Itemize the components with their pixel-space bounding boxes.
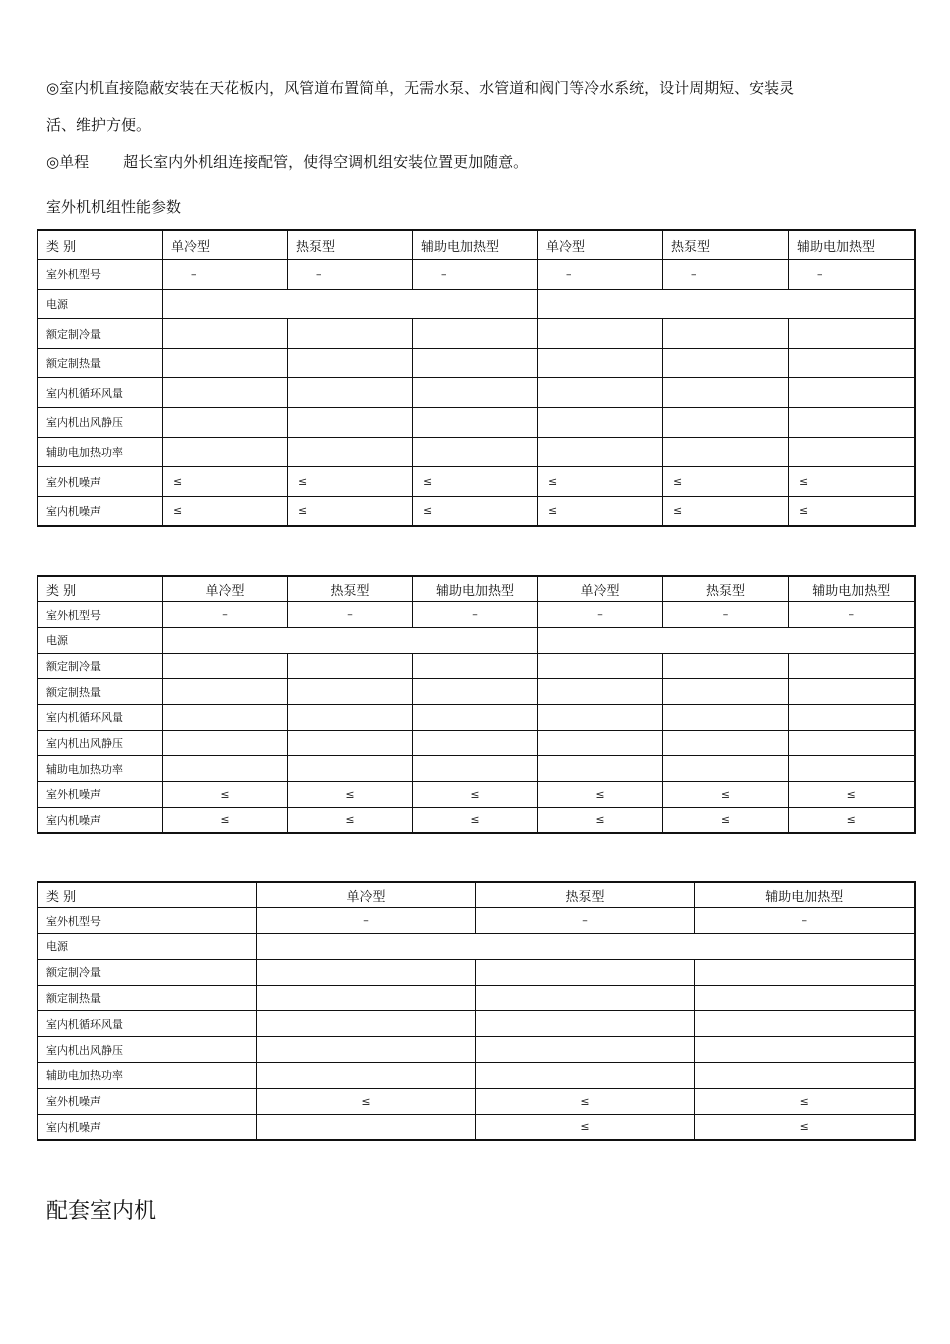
- column-header: 热泵型: [288, 230, 413, 260]
- table-row: [38, 627, 915, 653]
- table-cell: [288, 408, 413, 438]
- table-cell: [288, 653, 413, 679]
- table-row: [38, 730, 915, 756]
- row-label: 电源: [38, 934, 257, 960]
- table-cell: [413, 756, 538, 782]
- table-row: [38, 408, 915, 438]
- table-cell: [257, 1011, 476, 1037]
- row-label: 辅助电加热功率: [38, 1063, 257, 1089]
- table-cell: [257, 985, 476, 1011]
- table-cell: [663, 437, 789, 467]
- table-cell: [695, 1063, 915, 1089]
- row-label: 室内机噪声: [38, 807, 163, 833]
- table-row: [38, 260, 915, 290]
- table-row: [38, 985, 915, 1011]
- table-row: [38, 319, 915, 349]
- table-cell: [789, 437, 915, 467]
- table-cell: [476, 959, 695, 985]
- column-header: 单冷型: [257, 882, 476, 908]
- table-row: [38, 908, 915, 934]
- table-row: [38, 653, 915, 679]
- performance-table-2: [37, 575, 916, 834]
- table-row: [38, 467, 915, 497]
- table-cell: –: [789, 602, 915, 628]
- table-cell: –: [257, 908, 476, 934]
- table-cell: [163, 627, 538, 653]
- table-cell: [163, 378, 288, 408]
- table-cell: [163, 679, 288, 705]
- table-cell: ≤: [789, 782, 915, 808]
- table-cell: ≤: [695, 1114, 915, 1140]
- table-cell: –: [663, 602, 789, 628]
- table-cell: [663, 653, 789, 679]
- intro-paragraph-line-2: 活、维护方便。: [46, 116, 152, 134]
- table-cell: [257, 1037, 476, 1063]
- table-cell: [695, 1011, 915, 1037]
- table-cell: ≤: [288, 782, 413, 808]
- table-cell: ≤: [413, 496, 538, 526]
- table-cell: [476, 985, 695, 1011]
- table-cell: [413, 679, 538, 705]
- table-row: [38, 959, 915, 985]
- table-row: [38, 378, 915, 408]
- row-label: 辅助电加热功率: [38, 756, 163, 782]
- row-label: 室内机出风静压: [38, 408, 163, 438]
- row-label: 室内机出风静压: [38, 1037, 257, 1063]
- section-title: 配套室内机: [46, 1199, 157, 1224]
- table-cell: ≤: [789, 496, 915, 526]
- table-row: [38, 704, 915, 730]
- intro-paragraph-line-3: [46, 152, 528, 172]
- table-cell: [789, 730, 915, 756]
- table-cell: [789, 378, 915, 408]
- table-cell: –: [413, 260, 538, 290]
- table-cell: –: [476, 908, 695, 934]
- table-cell: –: [538, 602, 663, 628]
- table-cell: [257, 1063, 476, 1089]
- table-row: [38, 782, 915, 808]
- table-cell: [538, 653, 663, 679]
- row-label: 室内机噪声: [38, 496, 163, 526]
- table-cell: –: [789, 260, 915, 290]
- table-cell: [663, 756, 789, 782]
- table-row: [38, 289, 915, 319]
- table-row: [38, 437, 915, 467]
- table-cell: [257, 934, 915, 960]
- row-label: 类 别: [38, 576, 163, 602]
- column-header: 单冷型: [163, 230, 288, 260]
- table-cell: [413, 437, 538, 467]
- table-cell: [789, 679, 915, 705]
- table-cell: [538, 408, 663, 438]
- table-cell: [538, 348, 663, 378]
- table-cell: ≤: [163, 496, 288, 526]
- table-row: [38, 348, 915, 378]
- table-cell: [789, 756, 915, 782]
- column-header: 辅助电加热型: [789, 576, 915, 602]
- row-label: 室外机型号: [38, 260, 163, 290]
- table-cell: ≤: [538, 467, 663, 497]
- table-cell: –: [163, 602, 288, 628]
- table-cell: ≤: [538, 807, 663, 833]
- table-cell: ≤: [476, 1088, 695, 1114]
- row-label: 额定制热量: [38, 985, 257, 1011]
- table-cell: [288, 679, 413, 705]
- table-cell: –: [288, 260, 413, 290]
- table-row: [38, 230, 915, 260]
- table-cell: [538, 730, 663, 756]
- row-label: 室外机型号: [38, 908, 257, 934]
- column-header: 热泵型: [476, 882, 695, 908]
- table-cell: [538, 289, 915, 319]
- column-header: 辅助电加热型: [413, 576, 538, 602]
- table-row: [38, 807, 915, 833]
- table-cell: [476, 1011, 695, 1037]
- table-row: [38, 602, 915, 628]
- table-heading: 室外机机组性能参数: [46, 198, 182, 216]
- table-cell: ≤: [476, 1114, 695, 1140]
- table-cell: –: [695, 908, 915, 934]
- table-cell: ≤: [288, 496, 413, 526]
- row-label: 额定制冷量: [38, 653, 163, 679]
- column-header: 辅助电加热型: [695, 882, 915, 908]
- table-cell: ≤: [257, 1088, 476, 1114]
- table-cell: [163, 704, 288, 730]
- row-label: 额定制热量: [38, 348, 163, 378]
- table-cell: [789, 653, 915, 679]
- row-label: 室外机噪声: [38, 467, 163, 497]
- row-label: 室外机噪声: [38, 782, 163, 808]
- table-cell: ≤: [538, 496, 663, 526]
- table-cell: [163, 348, 288, 378]
- table-cell: ≤: [663, 467, 789, 497]
- table-cell: ≤: [163, 782, 288, 808]
- table-cell: [413, 408, 538, 438]
- performance-table-3: [37, 881, 916, 1141]
- table-cell: ≤: [413, 467, 538, 497]
- table-row: [38, 679, 915, 705]
- table-cell: [789, 348, 915, 378]
- table-row: [38, 1037, 915, 1063]
- table-cell: [538, 319, 663, 349]
- table-cell: [163, 437, 288, 467]
- row-label: 室外机型号: [38, 602, 163, 628]
- row-label: 室内机循环风量: [38, 1011, 257, 1037]
- row-label: 额定制热量: [38, 679, 163, 705]
- single-range-label: ◎单程: [46, 153, 90, 171]
- row-label: 类 别: [38, 230, 163, 260]
- row-label: 室内机循环风量: [38, 378, 163, 408]
- column-header: 单冷型: [538, 576, 663, 602]
- row-label: 类 别: [38, 882, 257, 908]
- table-cell: [663, 378, 789, 408]
- table-cell: [695, 1037, 915, 1063]
- column-header: 热泵型: [288, 576, 413, 602]
- table-cell: [538, 704, 663, 730]
- row-label: 室内机噪声: [38, 1114, 257, 1140]
- table-cell: ≤: [163, 467, 288, 497]
- table-cell: ≤: [663, 782, 789, 808]
- table-cell: ≤: [695, 1088, 915, 1114]
- table-cell: [476, 1063, 695, 1089]
- table-row: [38, 934, 915, 960]
- table-cell: [288, 756, 413, 782]
- table-row: [38, 756, 915, 782]
- table-cell: [663, 730, 789, 756]
- table-cell: –: [288, 602, 413, 628]
- table-cell: –: [538, 260, 663, 290]
- table-cell: [288, 437, 413, 467]
- column-header: 辅助电加热型: [789, 230, 915, 260]
- table-cell: [163, 408, 288, 438]
- table-cell: [476, 1037, 695, 1063]
- table-cell: [413, 653, 538, 679]
- table-row: [38, 496, 915, 526]
- table-row: [38, 882, 915, 908]
- table-cell: [538, 627, 915, 653]
- table-cell: ≤: [663, 496, 789, 526]
- table-cell: [163, 289, 538, 319]
- table-cell: ≤: [288, 467, 413, 497]
- table-cell: [663, 319, 789, 349]
- table-cell: [413, 730, 538, 756]
- table-cell: [663, 704, 789, 730]
- table-row: [38, 576, 915, 602]
- table-cell: [413, 704, 538, 730]
- table-cell: [663, 408, 789, 438]
- table-cell: [163, 730, 288, 756]
- table-cell: [538, 437, 663, 467]
- table-cell: [288, 730, 413, 756]
- table-row: [38, 1063, 915, 1089]
- row-label: 室内机出风静压: [38, 730, 163, 756]
- table-cell: [538, 679, 663, 705]
- table-cell: [413, 378, 538, 408]
- table-cell: ≤: [789, 807, 915, 833]
- table-cell: ≤: [663, 807, 789, 833]
- table-cell: [163, 319, 288, 349]
- table-cell: –: [663, 260, 789, 290]
- table-cell: –: [413, 602, 538, 628]
- table-cell: [288, 704, 413, 730]
- table-cell: –: [163, 260, 288, 290]
- column-header: 热泵型: [663, 230, 789, 260]
- row-label: 额定制冷量: [38, 959, 257, 985]
- table-cell: [288, 348, 413, 378]
- table-row: [38, 1011, 915, 1037]
- table-cell: [695, 985, 915, 1011]
- table-cell: [288, 319, 413, 349]
- table-cell: ≤: [538, 782, 663, 808]
- table-cell: ≤: [288, 807, 413, 833]
- table-cell: [413, 319, 538, 349]
- table-cell: [163, 756, 288, 782]
- column-header: 单冷型: [538, 230, 663, 260]
- table-cell: [695, 959, 915, 985]
- table-cell: [663, 348, 789, 378]
- table-cell: [789, 704, 915, 730]
- row-label: 辅助电加热功率: [38, 437, 163, 467]
- table-cell: ≤: [163, 807, 288, 833]
- intro-paragraph-line-1: ◎室内机直接隐蔽安装在天花板内，风管道布置简单，无需水泵、水管道和阀门等冷水系统，设计周期短、安装灵: [46, 79, 795, 97]
- table-cell: [413, 348, 538, 378]
- performance-table-1: [37, 229, 916, 527]
- row-label: 额定制冷量: [38, 319, 163, 349]
- column-header: 单冷型: [163, 576, 288, 602]
- row-label: 电源: [38, 289, 163, 319]
- row-label: 室外机噪声: [38, 1088, 257, 1114]
- column-header: 辅助电加热型: [413, 230, 538, 260]
- table-cell: ≤: [413, 807, 538, 833]
- table-cell: [789, 319, 915, 349]
- row-label: 室内机循环风量: [38, 704, 163, 730]
- row-label: 电源: [38, 627, 163, 653]
- single-range-text: 超长室内外机组连接配管，使得空调机组安装位置更加随意。: [123, 153, 529, 171]
- table-row: [38, 1088, 915, 1114]
- table-cell: [663, 679, 789, 705]
- table-cell: [789, 408, 915, 438]
- table-cell: [163, 653, 288, 679]
- column-header: 热泵型: [663, 576, 789, 602]
- table-cell: [257, 959, 476, 985]
- table-cell: [538, 378, 663, 408]
- table-row: [38, 1114, 915, 1140]
- table-cell: [288, 378, 413, 408]
- table-cell: [257, 1114, 476, 1140]
- table-cell: ≤: [789, 467, 915, 497]
- table-cell: ≤: [413, 782, 538, 808]
- table-cell: [538, 756, 663, 782]
